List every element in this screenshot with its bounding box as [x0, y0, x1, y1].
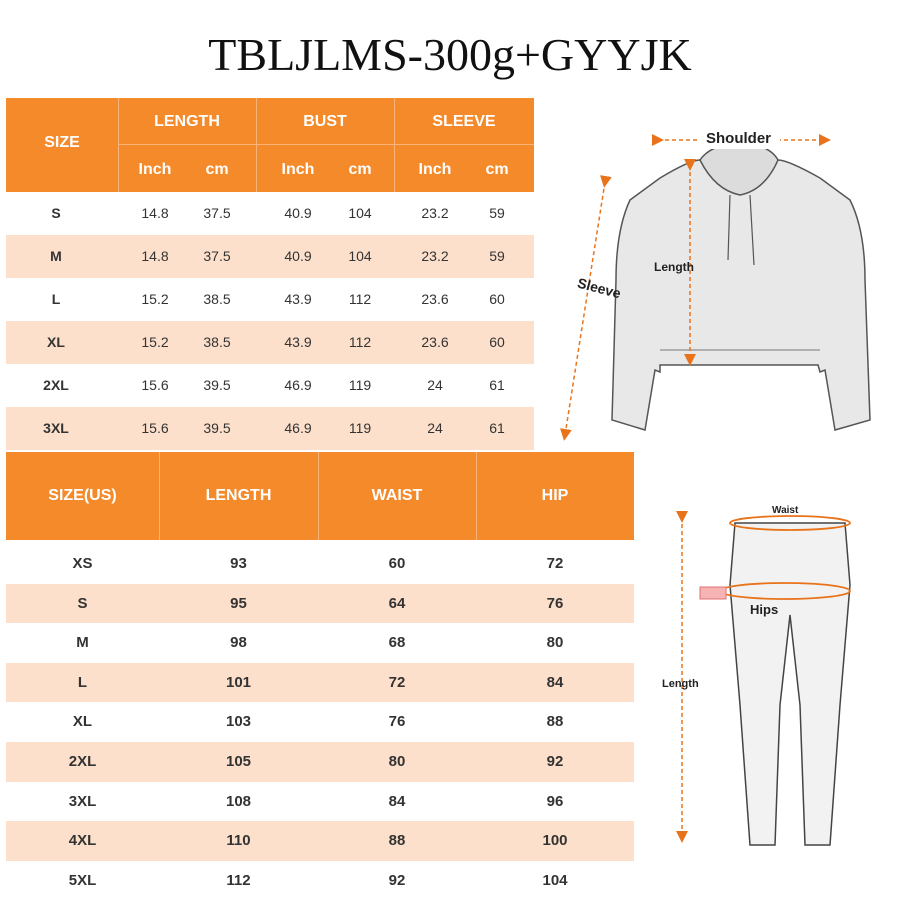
value-cell: 23.2 — [421, 248, 449, 264]
length-label: Length — [654, 260, 694, 274]
header-size: SIZE — [44, 134, 80, 151]
value-cell: 15.2 — [141, 334, 169, 350]
table-row — [6, 584, 634, 624]
value-cell: 61 — [489, 420, 505, 436]
value-cell: 37.5 — [203, 248, 231, 264]
value-cell: 100 — [542, 832, 568, 850]
value-cell: 88 — [388, 832, 406, 850]
table-row — [6, 544, 634, 584]
value-cell: 84 — [388, 792, 406, 810]
header-length: LENGTH — [154, 113, 220, 130]
value-cell: 40.9 — [284, 248, 312, 264]
page-title: TBLJLMS-300g+GYYJK — [208, 29, 692, 80]
value-cell: 46.9 — [284, 420, 312, 436]
value-cell: 101 — [225, 673, 252, 691]
size-cell: S — [77, 594, 88, 612]
value-cell: 119 — [348, 420, 372, 436]
size-cell: 4XL — [68, 832, 97, 850]
value-cell: 103 — [225, 713, 252, 731]
top-table-header — [6, 98, 534, 192]
value-cell: 96 — [546, 792, 564, 810]
value-cell: 15.2 — [141, 291, 169, 307]
header-sleeve: SLEEVE — [432, 113, 496, 130]
table-row — [6, 235, 534, 278]
hoodie-body — [612, 160, 870, 430]
value-cell: 59 — [489, 205, 505, 221]
unit-cm: cm — [348, 161, 372, 178]
size-cell: 2XL — [43, 377, 69, 393]
value-cell: 95 — [230, 594, 247, 612]
bottom-table-header — [6, 452, 634, 540]
value-cell: 108 — [225, 792, 252, 810]
value-cell: 60 — [489, 334, 505, 350]
value-cell: 92 — [546, 752, 564, 770]
waist-label: Waist — [772, 505, 799, 516]
value-cell: 88 — [546, 713, 564, 731]
table-row — [6, 278, 534, 321]
value-cell: 104 — [348, 248, 372, 264]
value-cell: 59 — [489, 248, 505, 264]
value-cell: 23.6 — [421, 291, 449, 307]
size-cell: 3XL — [43, 420, 69, 436]
value-cell: 40.9 — [284, 205, 312, 221]
value-cell: 23.6 — [421, 334, 449, 350]
shoulder-label: Shoulder — [706, 130, 772, 147]
value-cell: 112 — [226, 871, 251, 889]
value-cell: 72 — [546, 555, 564, 572]
value-cell: 68 — [388, 634, 406, 652]
size-cell: 5XL — [68, 871, 97, 889]
header-length: LENGTH — [205, 487, 272, 504]
value-cell: 72 — [388, 673, 406, 691]
table-row — [6, 192, 534, 235]
value-cell: 60 — [388, 555, 406, 572]
header-size-us: SIZE(US) — [48, 487, 117, 504]
value-cell: 92 — [388, 871, 406, 889]
table-row — [6, 364, 534, 407]
unit-cm: cm — [205, 161, 229, 178]
value-cell: 61 — [489, 377, 505, 393]
value-cell: 46.9 — [284, 377, 312, 393]
value-cell: 15.6 — [141, 420, 169, 436]
value-cell: 60 — [489, 291, 505, 307]
bottom-table-body — [6, 544, 634, 900]
table-row — [6, 742, 634, 782]
value-cell: 84 — [546, 673, 564, 691]
table-row — [6, 623, 634, 663]
size-cell: XL — [47, 334, 65, 350]
value-cell: 37.5 — [203, 205, 231, 221]
value-cell: 104 — [542, 871, 568, 889]
size-cell: XS — [72, 555, 93, 572]
table-row — [6, 782, 634, 822]
size-cell: L — [51, 291, 61, 307]
sleeve-label: Sleeve — [575, 274, 623, 302]
value-cell: 80 — [546, 634, 564, 652]
table-row — [6, 407, 534, 450]
value-cell: 104 — [348, 205, 372, 221]
value-cell: 24 — [427, 420, 443, 436]
value-cell: 112 — [348, 334, 372, 350]
pants-body — [730, 523, 850, 845]
value-cell: 23.2 — [421, 205, 449, 221]
size-cell: S — [51, 205, 61, 221]
table-row — [6, 821, 634, 861]
value-cell: 80 — [388, 752, 406, 770]
size-cell: L — [77, 673, 88, 691]
value-cell: 98 — [230, 634, 247, 652]
size-cell: XL — [72, 713, 93, 731]
table-row — [6, 321, 534, 364]
size-cell: M — [50, 248, 62, 264]
value-cell: 24 — [427, 377, 443, 393]
table-row — [6, 663, 634, 703]
value-cell: 43.9 — [284, 334, 312, 350]
size-cell: M — [76, 634, 89, 652]
unit-cm: cm — [485, 161, 509, 178]
value-cell: 119 — [348, 377, 372, 393]
value-cell: 105 — [225, 752, 252, 770]
value-cell: 39.5 — [203, 377, 231, 393]
value-cell: 14.8 — [141, 205, 169, 221]
header-waist: WAIST — [371, 487, 423, 504]
value-cell: 76 — [546, 594, 564, 612]
value-cell: 38.5 — [203, 291, 231, 307]
value-cell: 15.6 — [141, 377, 169, 393]
sleeve-arrow — [565, 182, 605, 435]
value-cell: 14.8 — [141, 248, 169, 264]
value-cell: 76 — [388, 713, 406, 731]
unit-inch: Inch — [138, 161, 172, 178]
table-row — [6, 861, 634, 900]
header-hip: HIP — [541, 487, 569, 504]
value-cell: 112 — [348, 291, 372, 307]
hips-label: Hips — [750, 602, 779, 617]
value-cell: 39.5 — [203, 420, 231, 436]
top-table-body — [6, 192, 534, 450]
size-cell: 2XL — [68, 752, 97, 770]
table-row — [6, 702, 634, 742]
value-cell: 64 — [388, 594, 406, 612]
value-cell: 110 — [226, 832, 251, 850]
size-cell: 3XL — [68, 792, 97, 810]
value-cell: 38.5 — [203, 334, 231, 350]
header-bust: BUST — [303, 113, 347, 130]
unit-inch: Inch — [418, 161, 452, 178]
value-cell: 93 — [230, 555, 247, 572]
pants-length-label: Length — [662, 678, 699, 690]
value-cell: 43.9 — [284, 291, 312, 307]
unit-inch: Inch — [281, 161, 315, 178]
